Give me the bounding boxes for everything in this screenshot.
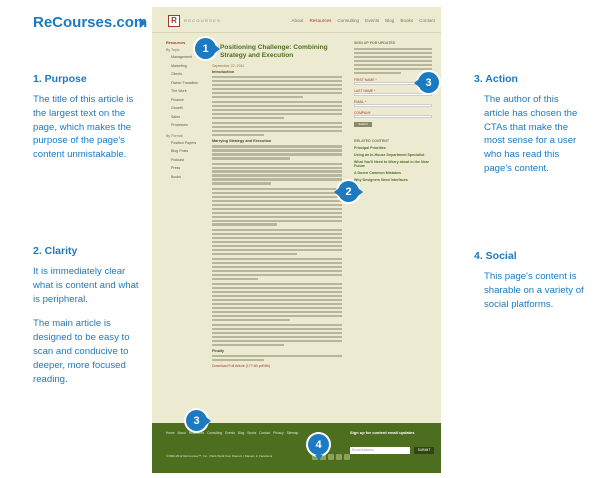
sidebar-item[interactable]: Position Papers xyxy=(171,140,197,145)
footer-links xyxy=(166,431,298,435)
section-heading: Marrying Strategy and Execution xyxy=(212,139,272,144)
email-field[interactable] xyxy=(354,104,432,107)
download-link[interactable]: Download Full Article (177 kB pdf file) xyxy=(212,364,271,369)
article-date: September 22, 2011 xyxy=(212,64,245,68)
article-text-block xyxy=(212,188,342,226)
sidebar-item[interactable]: Press xyxy=(171,166,181,170)
nav-resources[interactable]: Resources xyxy=(309,18,332,23)
linkedin-icon[interactable] xyxy=(328,454,334,460)
badge-number: 1 xyxy=(202,42,209,55)
callout-badge-1 xyxy=(195,38,216,59)
annotation-text: The title of this article is the largest text on the page, which makes the purpose of the page's content unmistakable. xyxy=(33,94,134,161)
article-text-block xyxy=(212,229,342,255)
footer-email-input[interactable]: Email Address xyxy=(350,447,410,454)
sidebar-item[interactable]: Podcast xyxy=(171,157,184,162)
footer-link[interactable]: Privacy xyxy=(273,431,284,435)
sidebar-item[interactable]: Clients xyxy=(171,72,182,76)
footer-link[interactable]: Consulting xyxy=(207,431,223,435)
annotation-heading: 4. Social xyxy=(474,250,517,262)
last-name-field[interactable] xyxy=(354,93,432,96)
website-screenshot xyxy=(152,7,441,473)
sidebar-item[interactable]: Growth xyxy=(171,106,183,110)
email-icon[interactable] xyxy=(336,454,342,460)
sidebar-item[interactable]: Finance xyxy=(171,97,184,102)
nav-books[interactable]: Books xyxy=(400,18,414,23)
nav-events[interactable]: Events xyxy=(365,18,380,23)
annotation-clarity xyxy=(33,245,145,397)
article-text-block xyxy=(212,101,342,119)
badge-number: 4 xyxy=(315,438,322,451)
sidebar-item[interactable]: Blog Posts xyxy=(171,149,189,153)
sidebar-item[interactable]: The Work xyxy=(171,89,187,93)
sidebar-item[interactable]: Marketing xyxy=(171,63,187,68)
article-text-block xyxy=(212,122,342,136)
rss-icon[interactable] xyxy=(344,454,350,460)
article-text-block xyxy=(212,76,342,98)
footer-link[interactable]: Resources xyxy=(188,431,205,435)
resources-sidebar xyxy=(166,41,210,183)
logo-text[interactable]: RECOURSES xyxy=(184,18,222,23)
footer-signup-label: Sign up for content email updates xyxy=(350,430,415,435)
related-link[interactable]: Using an In-House Department Specialist xyxy=(354,153,425,157)
article-title: Positioning Challenge: Combining Strategy and Execution xyxy=(220,44,328,59)
sidebar-by-format: By Format xyxy=(166,133,183,138)
footer-copyright: ©1996-2012 ReCourses™, Inc. | Web Work from Dianem | Dianem in Facebook xyxy=(166,454,273,458)
footer-link[interactable]: Blog xyxy=(237,431,245,435)
related-heading: RELATED CONTENT xyxy=(354,139,390,143)
related-link[interactable]: A Dozen Common Mistakes xyxy=(354,171,401,175)
article-text-block xyxy=(212,145,342,159)
footer-link[interactable]: Books xyxy=(247,431,257,435)
annotation-social xyxy=(474,250,584,322)
brand-arrow-icon xyxy=(140,18,146,28)
related-link[interactable]: Why Designers Need Interfaces xyxy=(354,178,408,182)
signup-description xyxy=(354,48,432,74)
section-heading: Finally xyxy=(212,349,225,354)
annotation-action xyxy=(474,73,584,187)
sidebar-item[interactable]: Books xyxy=(171,174,181,179)
related-link[interactable]: Principal Priorities xyxy=(354,146,386,150)
article-text-block xyxy=(212,324,342,346)
sidebar-item[interactable]: Sales xyxy=(171,114,180,119)
callout-badge-4 xyxy=(308,434,329,455)
footer-link[interactable]: Sitemap xyxy=(286,431,299,435)
sidebar-heading: Resources xyxy=(166,41,186,45)
sidebar-item[interactable]: Management xyxy=(171,55,192,59)
sidebar-item[interactable]: Processes xyxy=(171,123,188,127)
article-text-block xyxy=(212,283,342,321)
footer-link[interactable]: About xyxy=(177,431,186,435)
badge-number: 3 xyxy=(193,414,200,427)
footer-submit-button[interactable]: SUBMIT xyxy=(414,447,434,454)
related-link[interactable]: What You'll Need to Worry about in the Near Future xyxy=(354,160,429,168)
annotation-text: The main article is designed to be easy to scan and conducive to deeper, more focused reading. xyxy=(33,318,130,385)
field-label: EMAIL * xyxy=(354,100,367,104)
field-label: LAST NAME * xyxy=(354,89,376,93)
company-field[interactable] xyxy=(354,115,432,118)
footer-link[interactable]: Events xyxy=(225,431,235,435)
annotation-text: This page's content is sharable on a variety of social platforms. xyxy=(484,271,584,310)
sidebar-item[interactable]: Owner Transition xyxy=(171,80,199,85)
footer-link[interactable]: Home xyxy=(166,431,175,435)
right-sidebar xyxy=(354,41,432,185)
nav-about[interactable]: About xyxy=(291,18,304,23)
annotation-heading: 2. Clarity xyxy=(33,245,78,257)
annotation-text: It is immediately clear what is content and what is peripheral. xyxy=(33,266,139,305)
badge-number: 3 xyxy=(425,76,432,89)
signup-heading: SIGN UP FOR UPDATES xyxy=(354,41,396,45)
callout-badge-2 xyxy=(338,181,359,202)
annotation-purpose xyxy=(33,73,143,173)
main-nav xyxy=(291,18,435,23)
article-text-block xyxy=(212,258,342,280)
nav-contact[interactable]: Contact xyxy=(419,18,435,23)
site-header xyxy=(152,7,441,33)
annotation-text: The author of this article has chosen the CTAs that make the most sense for a user who has read this page's content. xyxy=(484,94,578,174)
callout-badge-3-action xyxy=(418,72,439,93)
article xyxy=(212,41,342,368)
section-heading: Introduction xyxy=(212,70,235,74)
brand-label: ReCourses.com xyxy=(33,14,148,31)
annotation-heading: 3. Action xyxy=(474,73,518,85)
callout-badge-3-download xyxy=(186,410,207,431)
sidebar-by-topic: By Topic xyxy=(166,48,180,52)
field-label: COMPANY xyxy=(354,111,371,115)
field-label: FIRST NAME * xyxy=(354,78,377,82)
article-text-block xyxy=(212,355,342,361)
badge-number: 2 xyxy=(345,185,352,198)
logo-icon[interactable]: R xyxy=(168,15,180,27)
nav-blog[interactable]: Blog xyxy=(385,18,395,23)
footer-link[interactable]: Contact xyxy=(259,431,271,435)
signup-submit-button[interactable]: Submit xyxy=(354,122,372,127)
annotation-heading: 1. Purpose xyxy=(33,73,87,85)
article-text-block xyxy=(212,163,342,185)
nav-consulting[interactable]: Consulting xyxy=(337,18,360,23)
